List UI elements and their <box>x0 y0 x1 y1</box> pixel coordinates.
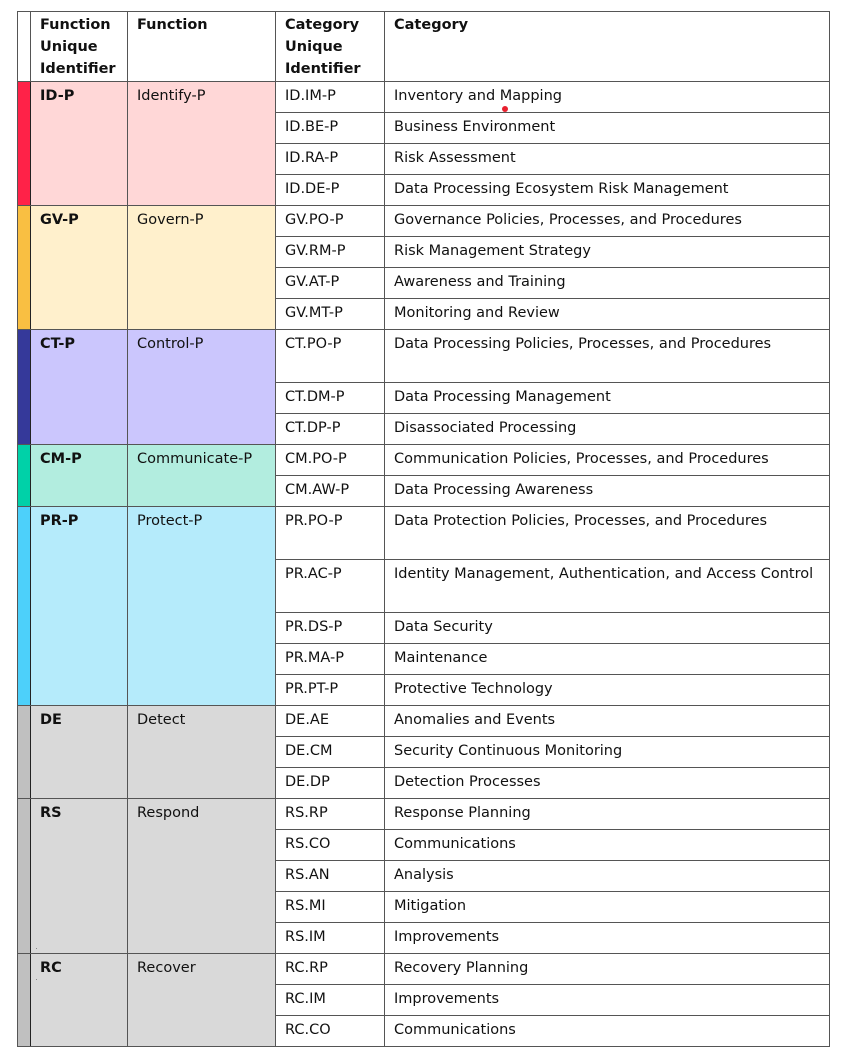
category-name-cell: Maintenance <box>385 644 830 675</box>
function-id-cell: DE <box>31 706 128 799</box>
function-name-cell: Identify-P <box>128 82 276 206</box>
function-id-cell: PR-P <box>31 507 128 706</box>
category-name-cell: Anomalies and Events <box>385 706 830 737</box>
table-row <box>18 206 830 237</box>
category-id-cell: DE.AE <box>276 706 385 737</box>
header-row <box>18 12 830 82</box>
function-id-cell: RS <box>31 799 128 954</box>
category-name-cell: Protective Technology <box>385 675 830 706</box>
header-category-id: Category Unique Identifier <box>276 12 385 82</box>
category-id-cell: DE.DP <box>276 768 385 799</box>
category-name-cell: Risk Management Strategy <box>385 237 830 268</box>
category-id-cell: GV.AT-P <box>276 268 385 299</box>
category-name-cell: Data Protection Policies, Processes, and Procedures <box>385 507 830 560</box>
category-name-cell: Governance Policies, Processes, and Procedures <box>385 206 830 237</box>
category-name-cell: Risk Assessment <box>385 144 830 175</box>
table-row <box>18 330 830 383</box>
category-id-cell: RS.IM <box>276 923 385 954</box>
category-id-cell: ID.BE-P <box>276 113 385 144</box>
category-id-cell: PR.DS-P <box>276 613 385 644</box>
category-name-cell: Detection Processes <box>385 768 830 799</box>
category-name-cell: Communications <box>385 830 830 861</box>
function-color-bar <box>18 954 31 1047</box>
stray-mark <box>36 979 37 980</box>
category-id-cell: PR.MA-P <box>276 644 385 675</box>
function-id-cell: GV-P <box>31 206 128 330</box>
category-id-cell: RS.AN <box>276 861 385 892</box>
category-name-cell: Recovery Planning <box>385 954 830 985</box>
category-name-cell: Communication Policies, Processes, and Procedures <box>385 445 830 476</box>
function-id-cell: CM-P <box>31 445 128 507</box>
category-id-cell: PR.PO-P <box>276 507 385 560</box>
category-name-cell: Data Processing Awareness <box>385 476 830 507</box>
function-color-bar <box>18 706 31 799</box>
category-name-cell: Data Security <box>385 613 830 644</box>
table-row <box>18 507 830 560</box>
category-name-cell: Response Planning <box>385 799 830 830</box>
function-color-bar <box>18 799 31 954</box>
category-name-cell: Security Continuous Monitoring <box>385 737 830 768</box>
table-row <box>18 82 830 113</box>
category-id-cell: CM.AW-P <box>276 476 385 507</box>
category-name-cell: Monitoring and Review <box>385 299 830 330</box>
category-name-cell: Awareness and Training <box>385 268 830 299</box>
category-id-cell: CT.DP-P <box>276 414 385 445</box>
table-body <box>18 82 830 1047</box>
category-id-cell: GV.MT-P <box>276 299 385 330</box>
category-id-cell: RC.CO <box>276 1016 385 1047</box>
privacy-framework-table <box>17 11 830 1047</box>
category-id-cell: ID.DE-P <box>276 175 385 206</box>
category-name-cell: Data Processing Management <box>385 383 830 414</box>
category-name-cell: Identity Management, Authentication, and Access Control <box>385 560 830 613</box>
category-id-cell: RC.IM <box>276 985 385 1016</box>
function-color-bar <box>18 206 31 330</box>
category-id-cell: DE.CM <box>276 737 385 768</box>
header-category: Category <box>385 12 830 82</box>
function-name-cell: Govern-P <box>128 206 276 330</box>
table-row <box>18 954 830 985</box>
category-name-cell: Inventory and Mapping <box>385 82 830 113</box>
category-id-cell: GV.PO-P <box>276 206 385 237</box>
category-name-cell: Data Processing Policies, Processes, and Procedures <box>385 330 830 383</box>
category-id-cell: GV.RM-P <box>276 237 385 268</box>
category-id-cell: CT.PO-P <box>276 330 385 383</box>
category-name-cell: Disassociated Processing <box>385 414 830 445</box>
category-id-cell: PR.PT-P <box>276 675 385 706</box>
function-color-bar <box>18 507 31 706</box>
function-id-cell: CT-P <box>31 330 128 445</box>
category-id-cell: RS.CO <box>276 830 385 861</box>
stray-mark <box>36 948 37 949</box>
table-row <box>18 706 830 737</box>
category-id-cell: ID.RA-P <box>276 144 385 175</box>
header-color-bar <box>18 12 31 82</box>
function-name-cell: Recover <box>128 954 276 1047</box>
function-name-cell: Communicate-P <box>128 445 276 507</box>
function-id-cell: ID-P <box>31 82 128 206</box>
category-id-cell: CM.PO-P <box>276 445 385 476</box>
function-id-cell: RC <box>31 954 128 1047</box>
category-id-cell: PR.AC-P <box>276 560 385 613</box>
category-id-cell: ID.IM-P <box>276 82 385 113</box>
category-name-cell: Improvements <box>385 985 830 1016</box>
table-row <box>18 799 830 830</box>
function-color-bar <box>18 445 31 507</box>
function-color-bar <box>18 330 31 445</box>
category-id-cell: RC.RP <box>276 954 385 985</box>
category-name-cell: Data Processing Ecosystem Risk Management <box>385 175 830 206</box>
function-name-cell: Respond <box>128 799 276 954</box>
function-name-cell: Detect <box>128 706 276 799</box>
category-name-cell: Analysis <box>385 861 830 892</box>
category-name-cell: Improvements <box>385 923 830 954</box>
category-name-cell: Mitigation <box>385 892 830 923</box>
header-function-id: Function Unique Identifier <box>31 12 128 82</box>
category-id-cell: CT.DM-P <box>276 383 385 414</box>
category-name-cell: Communications <box>385 1016 830 1047</box>
function-name-cell: Protect-P <box>128 507 276 706</box>
table-row <box>18 445 830 476</box>
category-name-cell: Business Environment <box>385 113 830 144</box>
function-color-bar <box>18 82 31 206</box>
category-id-cell: RS.RP <box>276 799 385 830</box>
function-name-cell: Control-P <box>128 330 276 445</box>
category-id-cell: RS.MI <box>276 892 385 923</box>
header-function: Function <box>128 12 276 82</box>
cursor-marker <box>502 106 508 112</box>
